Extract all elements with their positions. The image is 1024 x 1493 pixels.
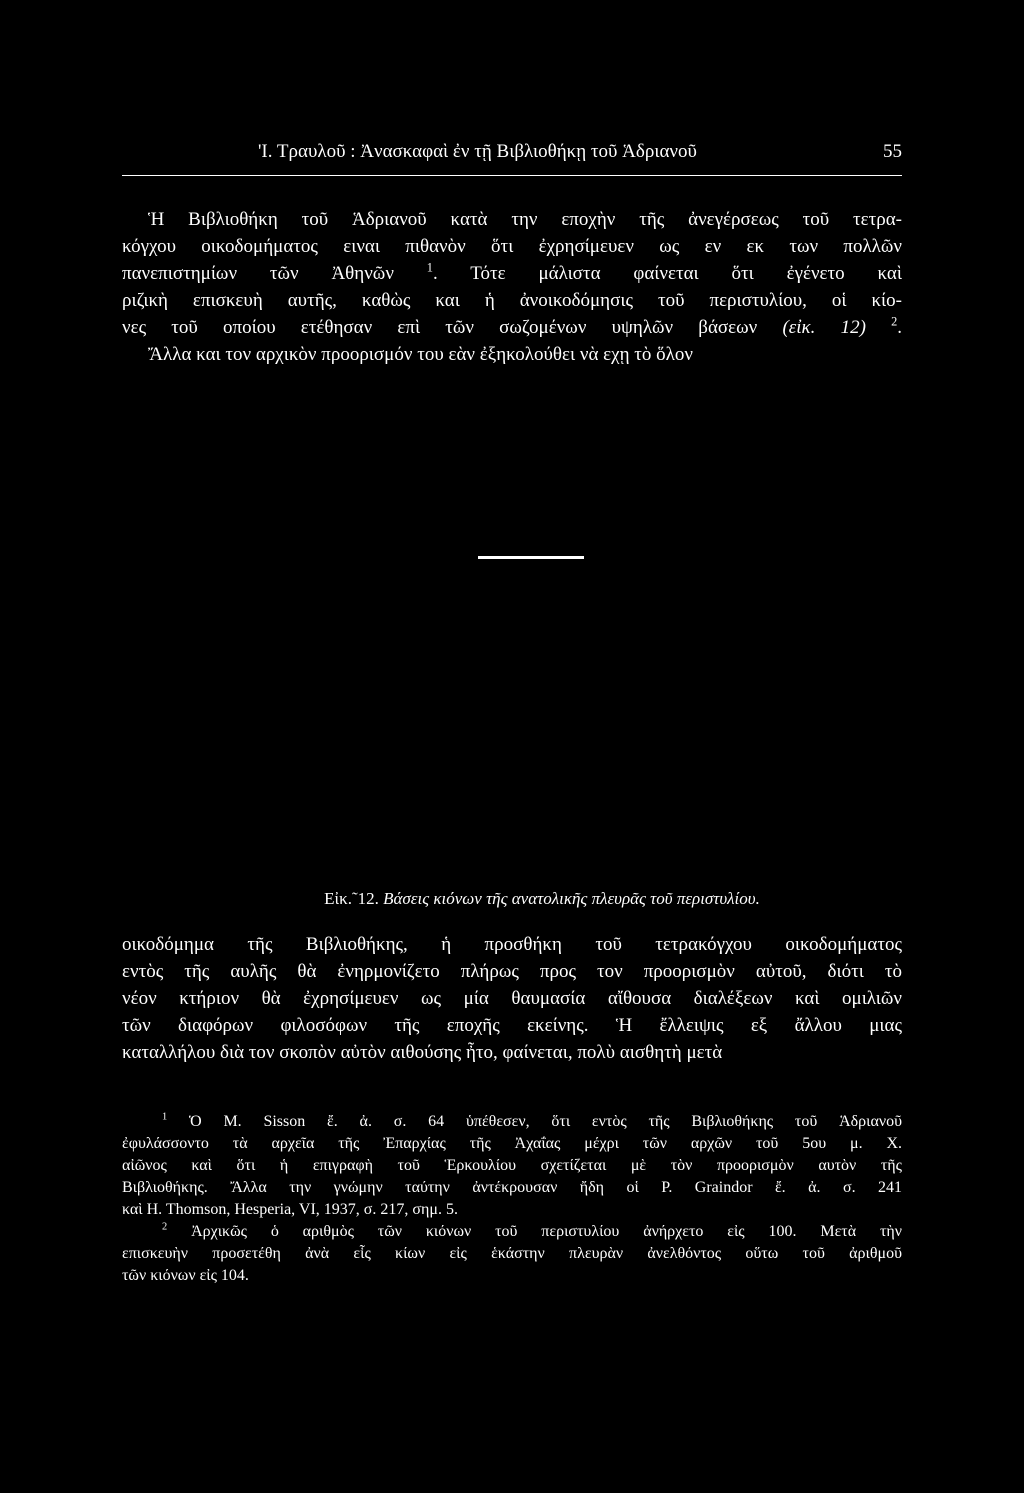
footnote-number: 2 (162, 1221, 168, 1233)
footnote-marker: 1 (426, 260, 433, 275)
figure-caption (122, 888, 902, 910)
footnote-2 (122, 1221, 902, 1287)
footnote-line: $^1$ Ὁ Μ. Sisson ἔ. ἀ. σ. 64 ὑπέθεσεν, ὅτι εντὸς τῆς Βιβλιοθήκης τοῦ Ἁδριανοῦ (162, 1111, 902, 1130)
figure-number: Εἰκ.˜12. (324, 889, 379, 908)
text-line: Ἡ Βιβλιοθήκη τοῦ Ἁδριανοῦ κατὰ την εποχὴν τῆς ἀνεγέρσεως τοῦ τετρα- (148, 209, 902, 230)
page-number: 55 (883, 141, 902, 162)
text-line: ριζικὴ επισκευὴ αυτῆς, καθὼς και ἡ ἀνοικοδόμησις τοῦ περιστυλίου, οἱ κίο- (122, 290, 902, 311)
footnote-line: τῶν κιόνων εἰς 104. (122, 1267, 249, 1284)
text-line: νέον κτήριον θὰ ἐχρησίμευεν ως μία θαυμασία αἴθουσα διαλέξεων καὶ ομιλιῶν (122, 988, 902, 1009)
text-line: τῶν διαφόρων φιλοσόφων τῆς εποχῆς εκείνης. Ἡ ἔλλειψις εξ ἄλλου μιας (122, 1015, 902, 1036)
running-head-title: 'Ι. Τραυλοῦ : Ἀνασκαφαὶ ἐν τῇ Βιβλιοθήκῃ τοῦ Ἁδριανοῦ (258, 141, 697, 162)
paragraph-1 (122, 206, 902, 368)
figure-reference: (εἰκ. 12) (782, 317, 866, 338)
footnote-line: αἰῶνος καὶ ὅτι ἡ επιγραφὴ τοῦ Ἑρκουλίου σχετίζεται μὲ τὸν προορισμὸν αυτὸν τῆς (122, 1157, 902, 1174)
text-line: πανεπιστημίων τῶν Ἀθηνῶν $^1$. Τότε μάλιστα φαίνεται ὅτι ἐγένετο καὶ (122, 260, 902, 284)
footnote-line: Βιβλιοθήκης. Ἄλλα την γνώμην ταύτην ἀντέκρουσαν ἤδη οἱ P. Graindor ἔ. ἀ. σ. 241 (122, 1179, 902, 1196)
text-line: οικοδόμημα τῆς Βιβλιοθήκης, ἡ προσθήκη τοῦ τετρακόγχου οικοδομήματος (122, 934, 902, 955)
figure-12-image (122, 400, 902, 870)
caption-text: Βάσεις κιόνων τῆς ανατολικῆς πλευρᾶς τοῦ περιστυλίου. (383, 889, 760, 908)
footnote-line: $^2$ Ἀρχικῶς ὁ αριθμὸς τῶν κιόνων τοῦ περιστυλίου ἀνήρχετο εἰς 100. Μετὰ τὴν (162, 1221, 903, 1240)
footnote-line: επισκευὴν προσετέθη ἀνὰ εἷς κίων εἰς ἑκάστην πλευρὰν ἀνελθόντος οὕτω τοῦ ἀριθμοῦ (122, 1245, 902, 1262)
header-rule (122, 175, 902, 176)
figure-artifact (478, 556, 584, 559)
footnote-1 (122, 1111, 902, 1221)
text-line: καταλλήλου διὰ τον σκοπὸν αὐτὸν αιθούσης ἦτο, φαίνεται, πολὺ αισθητὴ μετὰ (122, 1042, 723, 1063)
footnote-line: ἐφυλάσσοντο τὰ αρχεῖα τῆς Ἐπαρχίας τῆς Ἀχαΐας μέχρι τῶν αρχῶν τοῦ 5ου μ. Χ. (122, 1135, 902, 1152)
text-line: Ἄλλα και τον αρχικὸν προορισμόν του εὰν ἐξηκολούθει νὰ εχῃ τὸ ὅλον (148, 344, 693, 365)
paragraph-2 (122, 931, 902, 1066)
footnotes (122, 1111, 902, 1287)
text-line: εντὸς τῆς αυλῆς θὰ ἐνηρμονίζετο πλήρως προς τον προορισμὸν αὐτοῦ, διότι τὸ (122, 961, 902, 982)
footnote-marker: 2 (891, 314, 898, 329)
footnote-line: καὶ H. Thomson, Hesperia, VI, 1937, σ. 217, σημ. 5. (122, 1201, 458, 1218)
footnote-number: 1 (162, 1111, 168, 1123)
text-line: νες τοῦ οποίου ετέθησαν επὶ τῶν σωζομένων υψηλῶν βάσεων (εἰκ. 12) $^2$. (122, 314, 903, 338)
text-line: κόγχου οικοδομήματος ειναι πιθανὸν ὅτι ἐχρησίμευεν ως εν εκ των πολλῶν (122, 236, 902, 257)
